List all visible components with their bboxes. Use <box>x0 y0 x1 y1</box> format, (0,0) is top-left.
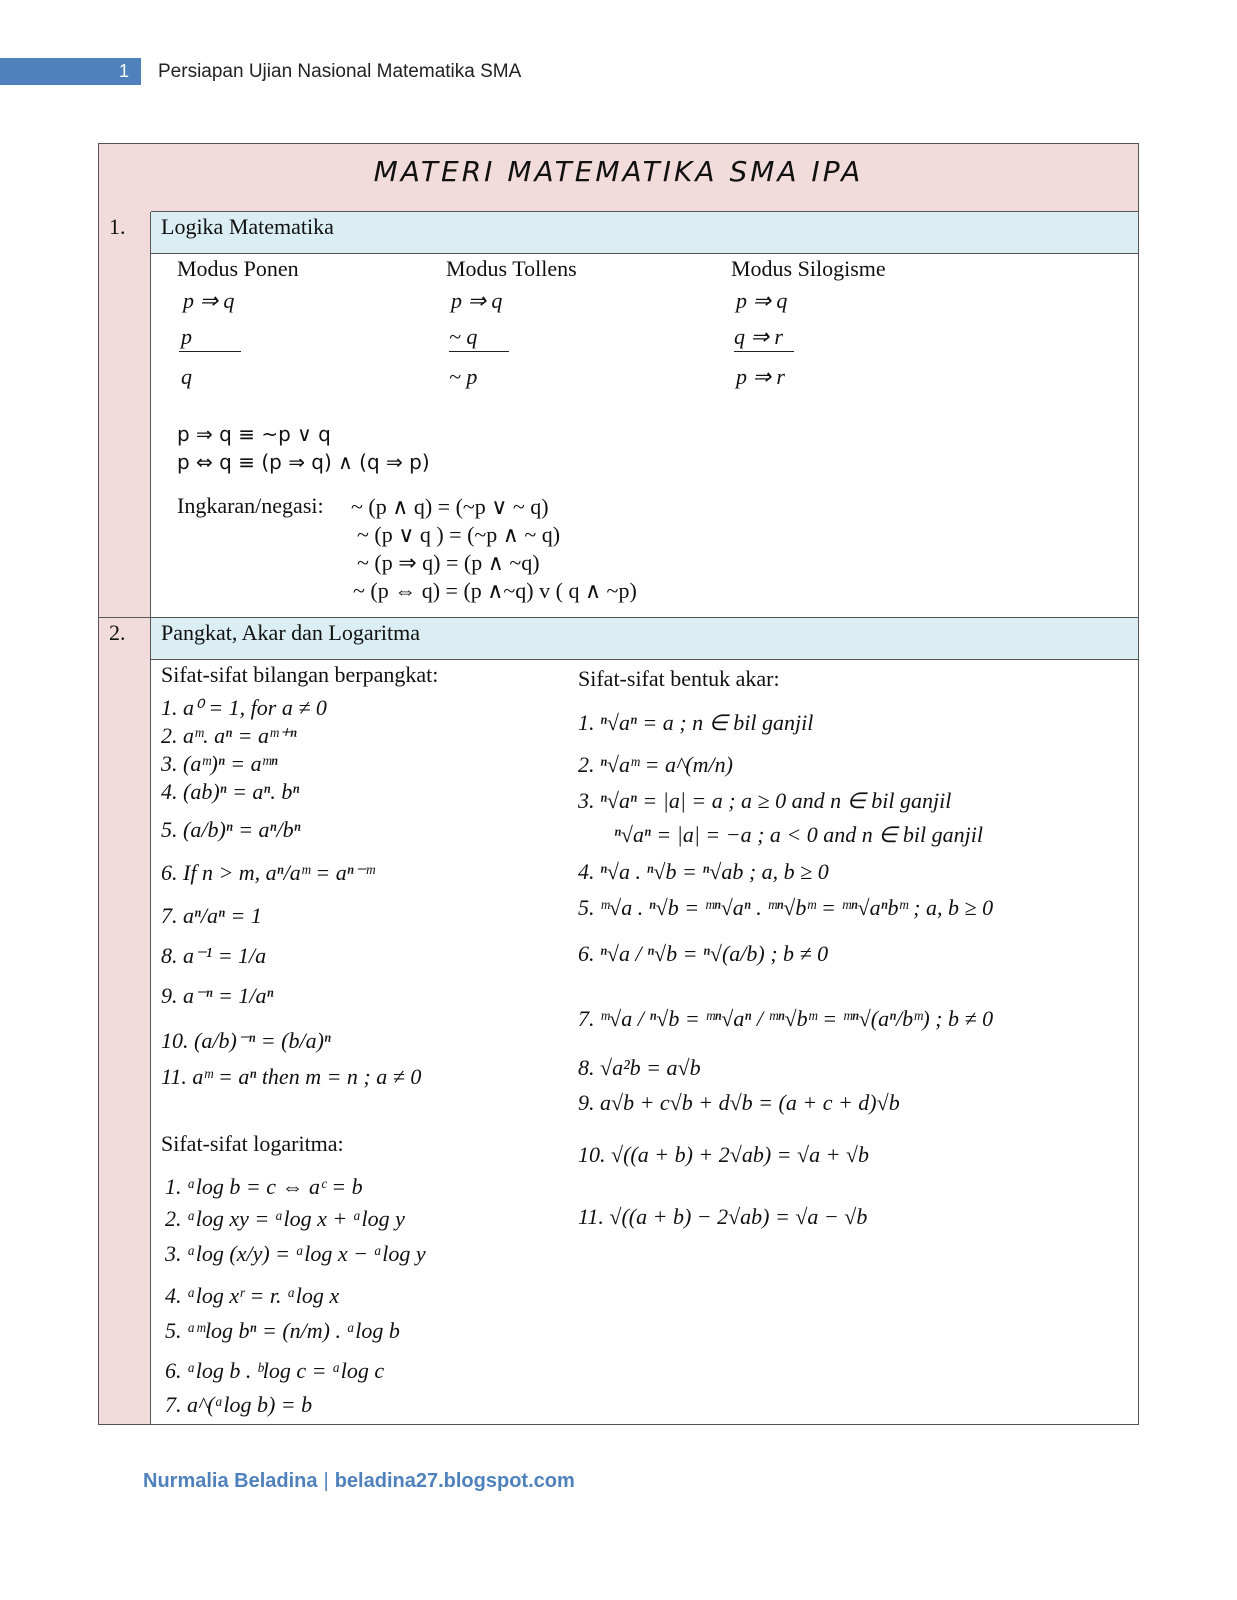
modus-tollens-rule <box>449 351 509 352</box>
section-1-title: Logika Matematika <box>161 214 334 239</box>
akar-rule-8: 8. √a²b = a√b <box>578 1055 701 1080</box>
pangkat-rule-10: 10. (a/b)⁻ⁿ = (b/a)ⁿ <box>161 1028 331 1053</box>
modus-tollens-line-3: ~ p <box>449 364 478 389</box>
log-rule-1: 1. ᵃlog b = c ⇔ aᶜ = b <box>165 1174 363 1199</box>
pangkat-rule-7: 7. aⁿ/aⁿ = 1 <box>161 903 262 928</box>
pangkat-rule-3: 3. (aᵐ)ⁿ = aᵐⁿ <box>161 751 278 776</box>
negation-1: ~ (p ∧ q) = (~p ∨ ~ q) <box>351 494 549 519</box>
log-rule-7: 7. a^(ᵃlog b) = b <box>165 1392 313 1417</box>
biimplication-equivalence: p ⇔ q ≡ (p ⇒ q) ∧ (q ⇒ p) <box>177 450 430 474</box>
modus-ponen-rule <box>179 351 241 352</box>
log-rule-6: 6. ᵃlog b . ᵇlog c = ᵃlog c <box>165 1358 385 1383</box>
akar-rule-7: 7. ᵐ√a / ⁿ√b = ᵐⁿ√aⁿ / ᵐⁿ√bᵐ = ᵐⁿ√(aⁿ/bᵐ) ; b ≠ 0 <box>578 1006 994 1031</box>
modus-tollens-line-2: ~ q <box>449 324 478 349</box>
modus-silogisme-line-3: p ⇒ r <box>736 364 785 389</box>
log-rule-2: 2. ᵃlog xy = ᵃlog x + ᵃlog y <box>165 1206 405 1231</box>
akar-rule-3: 3. ⁿ√aⁿ = |a| = a ; a ≥ 0 and n ∈ bil ganjil <box>578 788 952 813</box>
title-row <box>99 144 1138 213</box>
materi-table <box>98 143 1139 1425</box>
akar-heading: Sifat-sifat bentuk akar: <box>578 666 780 691</box>
section-2-divider <box>99 617 151 618</box>
negation-4: ~ (p ⇔ q) = (p ∧~q) v ( q ∧ ~p) <box>353 578 637 603</box>
akar-rule-3b: ⁿ√aⁿ = |a| = −a ; a < 0 and n ∈ bil ganjil <box>614 822 983 847</box>
section-2-title: Pangkat, Akar dan Logaritma <box>161 620 421 645</box>
akar-rule-5: 5. ᵐ√a . ⁿ√b = ᵐⁿ√aⁿ . ᵐⁿ√bᵐ = ᵐⁿ√aⁿbᵐ ; a, b ≥ 0 <box>578 895 994 920</box>
log-heading: Sifat-sifat logaritma: <box>161 1131 344 1156</box>
page-number: 1 <box>118 61 129 81</box>
modus-silogisme-rule <box>734 351 794 352</box>
pangkat-heading: Sifat-sifat bilangan berpangkat: <box>161 662 439 687</box>
akar-rule-9: 9. a√b + c√b + d√b = (a + c + d)√b <box>578 1090 900 1115</box>
number-column <box>99 212 151 1424</box>
modus-silogisme-line-1: p ⇒ q <box>736 288 788 313</box>
modus-ponen-line-2: p <box>181 324 192 349</box>
implication-equivalence: p ⇒ q ≡ ~p ∨ q <box>177 422 331 446</box>
footer-author: Nurmalia Beladina <box>143 1470 318 1492</box>
negation-label: Ingkaran/negasi: <box>177 493 324 518</box>
section-2-number: 2. <box>109 620 126 645</box>
header-title: Persiapan Ujian Nasional Matematika SMA <box>158 61 522 82</box>
negation-3: ~ (p ⇒ q) = (p ∧ ~q) <box>357 550 540 575</box>
modus-tollens-title: Modus Tollens <box>446 256 577 281</box>
footer-blog-link[interactable]: beladina27.blogspot.com <box>334 1470 575 1492</box>
modus-silogisme-title: Modus Silogisme <box>731 256 886 281</box>
doc-title: MATERI MATEMATIKA SMA IPA <box>373 155 864 188</box>
modus-ponen-line-1: p ⇒ q <box>183 288 235 313</box>
modus-silogisme-line-2: q ⇒ r <box>734 324 783 349</box>
log-rule-4: 4. ᵃlog xʳ = r. ᵃlog x <box>165 1283 340 1308</box>
footer-separator: | <box>323 1470 329 1492</box>
footer <box>143 1470 575 1493</box>
pangkat-rule-2: 2. aᵐ. aⁿ = aᵐ⁺ⁿ <box>161 723 297 748</box>
akar-rule-6: 6. ⁿ√a / ⁿ√b = ⁿ√(a/b) ; b ≠ 0 <box>578 941 829 966</box>
pangkat-rule-8: 8. a⁻¹ = 1/a <box>161 943 267 968</box>
pangkat-rule-11: 11. aᵐ = aⁿ then m = n ; a ≠ 0 <box>161 1064 422 1089</box>
modus-ponen-line-3: q <box>181 364 192 389</box>
akar-rule-1: 1. ⁿ√aⁿ = a ; n ∈ bil ganjil <box>578 710 814 735</box>
modus-ponen-title: Modus Ponen <box>177 256 299 281</box>
pangkat-rule-5: 5. (a/b)ⁿ = aⁿ/bⁿ <box>161 817 301 842</box>
log-rule-3: 3. ᵃlog (x/y) = ᵃlog x − ᵃlog y <box>165 1241 426 1266</box>
akar-rule-11: 11. √((a + b) − 2√ab) = √a − √b <box>578 1204 868 1229</box>
section-1-number: 1. <box>109 214 126 239</box>
akar-rule-2: 2. ⁿ√aᵐ = a^(m/n) <box>578 752 733 777</box>
akar-rule-10: 10. √((a + b) + 2√ab) = √a + √b <box>578 1142 869 1167</box>
akar-rule-4: 4. ⁿ√a . ⁿ√b = ⁿ√ab ; a, b ≥ 0 <box>578 859 829 884</box>
pangkat-rule-9: 9. a⁻ⁿ = 1/aⁿ <box>161 983 274 1008</box>
pangkat-rule-1: 1. a⁰ = 1, for a ≠ 0 <box>161 695 327 720</box>
negation-2: ~ (p ∨ q ) = (~p ∧ ~ q) <box>357 522 561 547</box>
modus-tollens-line-1: p ⇒ q <box>451 288 503 313</box>
log-rule-5: 5. ᵃᵐlog bⁿ = (n/m) . ᵃlog b <box>165 1318 400 1343</box>
pangkat-rule-6: 6. If n > m, aⁿ/aᵐ = aⁿ⁻ᵐ <box>161 860 375 885</box>
pangkat-rule-4: 4. (ab)ⁿ = aⁿ. bⁿ <box>161 779 300 804</box>
